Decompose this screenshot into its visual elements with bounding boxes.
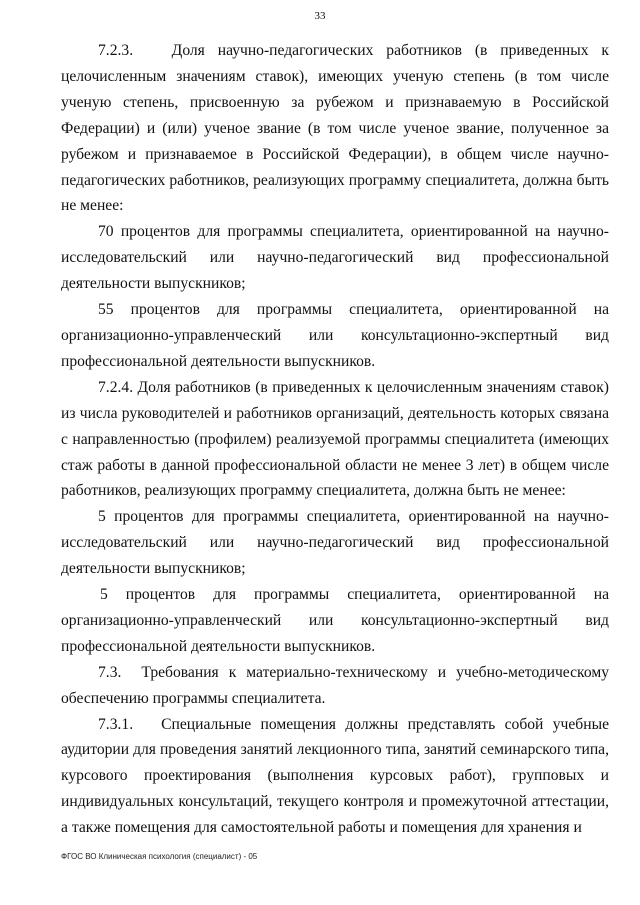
paragraph-7-2-3: 7.2.3. Доля научно-педагогических работников (в приведенных к целочисленным значениям ставок), имеющих ученую степень (в том числе ученую степень, присвоенную за рубежом и признаваемую в Российской Федерации) и (или) ученое звание (в том числе ученое звание, полученное за рубежом и признаваемое в Российской Федерации), в общем числе научно-педагогических работников, реализующих программу специалитета, должна быть не менее: <box>61 42 609 215</box>
paragraph-7-2-4: 7.2.4. Доля работников (в приведенных к целочисленным значениям ставок) из числа руководителей и работников организаций, деятельность которых связана с направленностью (профилем) реализуемой программы специалитета (имеющих стаж работы в данной профессиональной области не менее 3 лет) в общем числе работников, реализующих программу специалитета, должна быть не менее: <box>61 378 609 500</box>
paragraph-5-percent-research: 5 процентов для программы специалитета, ориентированной на научно-исследовательский или научно-педагогический вид профессиональной деятельности выпускников; <box>61 508 609 578</box>
paragraph-70-percent: 70 процентов для программы специалитета, ориентированной на научно-исследовательский или научно-педагогический вид профессиональной деятельности выпускников; <box>61 223 609 293</box>
document-body <box>61 38 609 841</box>
paragraph-7-3: 7.3. Требования к материально-техническому и учебно-методическому обеспечению программы специалитета. <box>61 663 609 707</box>
page-footer: ФГОС ВО Клиническая психология (специалист) - 05 <box>61 852 258 861</box>
paragraph-55-percent: 55 процентов для программы специалитета, ориентированной на организационно-управленческий или консультационно-экспертный вид профессиональной деятельности выпускников. <box>61 301 609 370</box>
paragraph-7-3-1: 7.3.1. Специальные помещения должны представлять собой учебные аудитории для проведения занятий лекционного типа, занятий семинарского типа, курсового проектирования (выполнения курсовых работ), групповых и индивидуальных консультаций, текущего контроля и промежуточной аттестации, а также помещения для самостоятельной работы и помещения для хранения и <box>61 715 609 837</box>
paragraph-5-percent-management: 5 процентов для программы специалитета, ориентированной на организационно-управленческий или консультационно-экспертный вид профессиональной деятельности выпускников. <box>61 586 609 655</box>
page-number: 33 <box>314 10 326 22</box>
